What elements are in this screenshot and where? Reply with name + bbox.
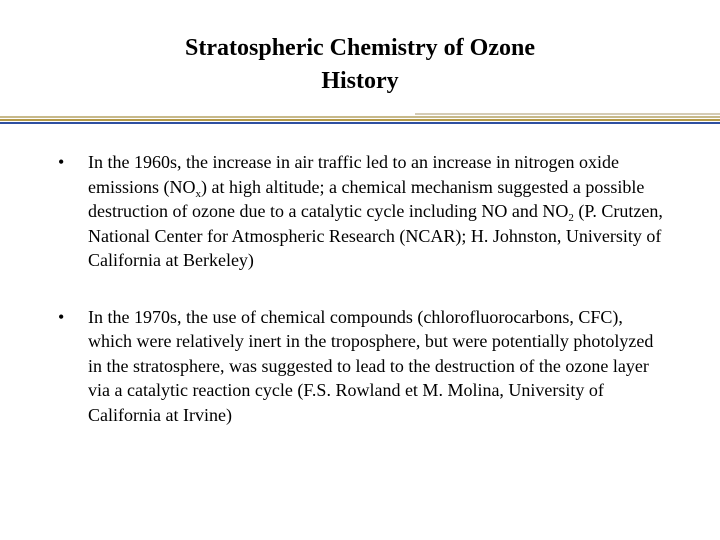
bullet-item-1970s xyxy=(58,305,668,428)
bullet-text: In the 1970s, the use of chemical compounds (chlorofluorocarbons, CFC), which were relatively inert in the troposphere, but were potentially photolyzed in the stratosphere, was suggested to lead to the destruction of the ozone layer via a catalytic reaction cycle (F.S. Rowland et M. Molina, University of California at Irvine) xyxy=(88,306,654,425)
bullet-list xyxy=(58,150,668,459)
subscript-x: x xyxy=(195,187,201,200)
bullet-marker: • xyxy=(58,152,65,172)
title-divider xyxy=(0,113,720,125)
divider-band-tan xyxy=(0,116,720,118)
divider-band-blue xyxy=(0,122,720,124)
title-line-2: History xyxy=(321,68,399,94)
slide-title xyxy=(0,32,720,98)
subscript-2: 2 xyxy=(568,212,574,224)
bullet-marker: • xyxy=(58,306,65,327)
title-line-1: Stratospheric Chemistry of Ozone xyxy=(185,35,535,61)
divider-band-light xyxy=(415,113,720,115)
bullet-text: In the 1960s, the increase in air traffic led to an increase in nitrogen oxide emissions $(NO_x)$ at high altitude; a chemical mechanism suggested a possible destruction of ozone due to a catalytic cycle including NO and $NO_2$ (P. Crutzen, National Center for Atmospheric Research (NCAR); H. Johnston, University of California at Berkeley) xyxy=(88,152,663,270)
bullet-item-1960s xyxy=(58,150,668,273)
divider-band-gold xyxy=(0,119,720,121)
